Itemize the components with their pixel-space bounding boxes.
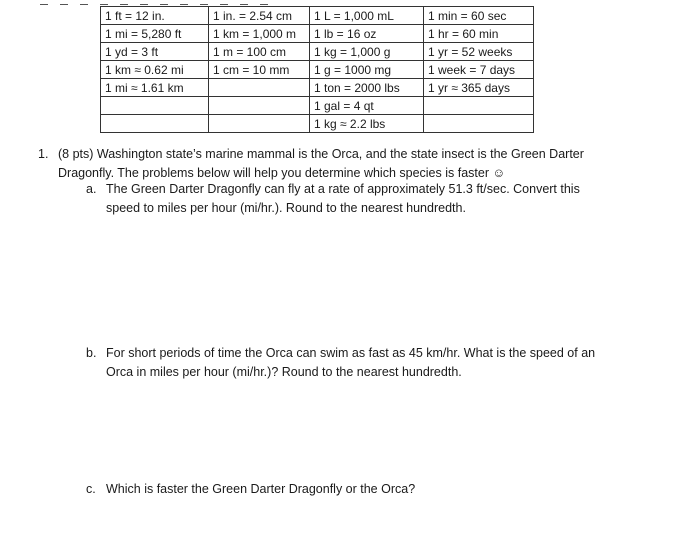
conversion-cell: 1 in. = 2.54 cm [209,7,310,25]
conversion-cell: 1 lb = 16 oz [310,25,424,43]
conversion-cell: 1 week = 7 days [424,61,534,79]
conversion-cell: 1 gal = 4 qt [310,97,424,115]
conversion-row [101,97,534,115]
conversion-cell: 1 g = 1000 mg [310,61,424,79]
conversion-row [101,43,534,61]
part-letter: b. [86,346,97,360]
part-letter: a. [86,182,97,196]
conversion-cell [424,97,534,115]
part-b-line-2: Orca in miles per hour (mi/hr.)? Round to the nearest hundredth. [106,365,462,379]
question-part-b [0,344,692,384]
part-letter: c. [86,482,96,496]
part-a-line-1: The Green Darter Dragonfly can fly at a rate of approximately 51.3 ft/sec. Convert this [106,182,580,196]
conversion-cell [209,79,310,97]
conversion-row [101,7,534,25]
conversion-cell [101,115,209,133]
part-a-line-2: speed to miles per hour (mi/hr.). Round to the nearest hundredth. [106,201,466,215]
conversion-cell: 1 cm = 10 mm [209,61,310,79]
conversion-cell: 1 mi = 5,280 ft [101,25,209,43]
conversion-cell [101,97,209,115]
question-number: 1. [38,147,49,161]
conversion-cell: 1 yd = 3 ft [101,43,209,61]
conversion-cell: 1 ton = 2000 lbs [310,79,424,97]
conversion-cell: 1 hr = 60 min [424,25,534,43]
cropped-header-text [40,0,340,5]
conversion-row [101,115,534,133]
conversion-cell [424,115,534,133]
conversion-cell: 1 yr ≈ 365 days [424,79,534,97]
part-b-line-1: For short periods of time the Orca can swim as fast as 45 km/hr. What is the speed of an [106,346,596,360]
conversion-cell: 1 kg = 1,000 g [310,43,424,61]
question-part-c [0,480,692,502]
part-c-line-1: Which is faster the Green Darter Dragonfly or the Orca? [106,482,416,496]
conversion-cell: 1 mi ≈ 1.61 km [101,79,209,97]
question-part-a [0,180,692,220]
conversion-cell [209,115,310,133]
conversion-cell: 1 m = 100 cm [209,43,310,61]
conversion-row [101,61,534,79]
conversion-row [101,79,534,97]
conversion-cell: 1 ft = 12 in. [101,7,209,25]
question-intro-line-1: (8 pts) Washington state’s marine mammal is the Orca, and the state insect is the Green Darter [58,147,584,161]
conversion-table [100,6,534,133]
conversion-cell: 1 yr = 52 weeks [424,43,534,61]
conversion-row [101,25,534,43]
conversion-cell [209,97,310,115]
conversion-cell: 1 min = 60 sec [424,7,534,25]
conversion-cell: 1 kg ≈ 2.2 lbs [310,115,424,133]
conversion-cell: 1 L = 1,000 mL [310,7,424,25]
conversion-cell: 1 km = 1,000 m [209,25,310,43]
question-intro-line-2: Dragonfly. The problems below will help you determine which species is faster ☺ [58,166,506,180]
conversion-cell: 1 km ≈ 0.62 mi [101,61,209,79]
